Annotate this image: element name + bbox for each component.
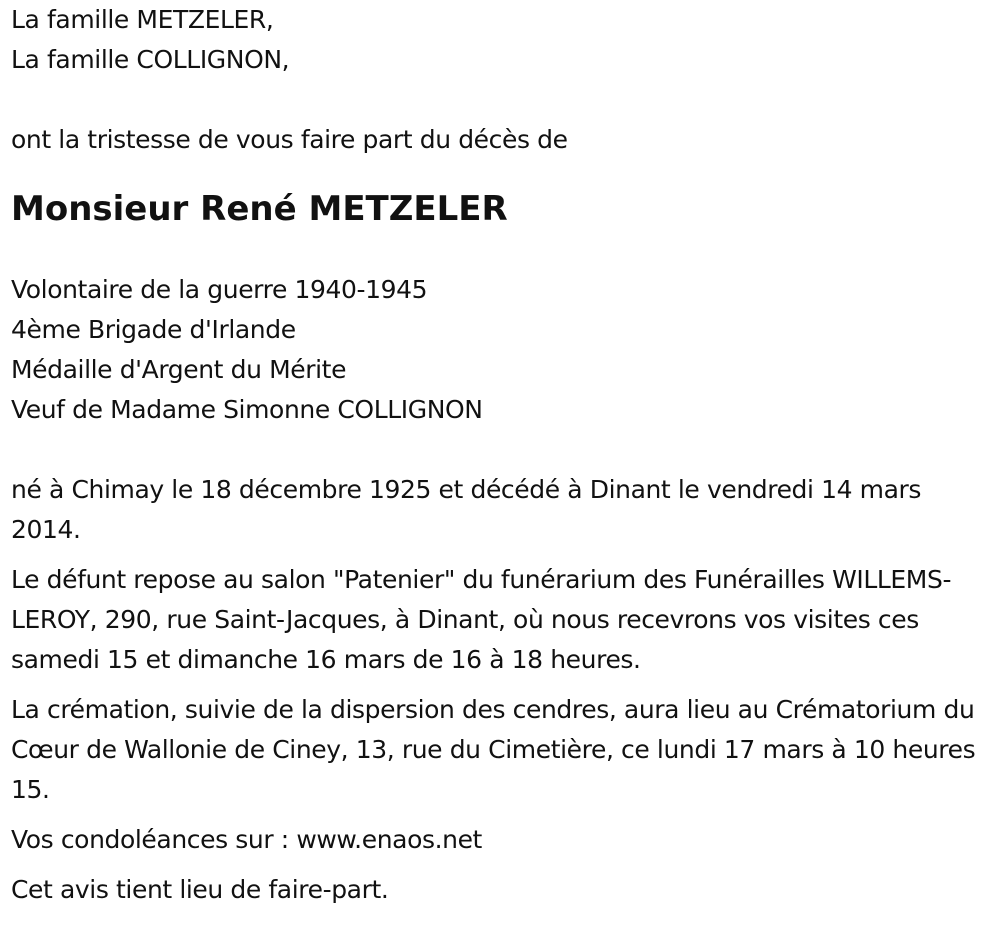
family-line-1: La famille METZELER,: [11, 5, 274, 34]
death-notice: [11, 0, 996, 920]
visitation-paragraph: Le défunt repose au salon "Patenier" du funérarium des Funérailles WILLEMS-LEROY, 290, rue Saint-Jacques, à Dinant, où nous recevrons vos visites ces samedi 15 et dimanche 16 mars de 16 à 18 heures.: [11, 565, 952, 674]
title-line-2: 4ème Brigade d'Irlande: [11, 315, 296, 344]
title-line-3: Médaille d'Argent du Mérite: [11, 355, 347, 384]
intro-text: ont la tristesse de vous faire part du décès de: [11, 125, 568, 154]
condolences-paragraph: Vos condoléances sur : www.enaos.net: [11, 825, 482, 854]
spacer: [11, 160, 996, 180]
title-line-1: Volontaire de la guerre 1940-1945: [11, 275, 428, 304]
family-line-2: La famille COLLIGNON,: [11, 45, 290, 74]
deceased-name: Monsieur René METZELER: [11, 189, 508, 229]
spacer: [11, 80, 996, 120]
birth-death-paragraph: né à Chimay le 18 décembre 1925 et décédé à Dinant le vendredi 14 mars 2014.: [11, 475, 922, 544]
closing-paragraph: Cet avis tient lieu de faire-part.: [11, 875, 389, 904]
cremation-paragraph: La crémation, suivie de la dispersion des cendres, aura lieu au Crématorium du Cœur de Wallonie de Ciney, 13, rue du Cimetière, ce lundi 17 mars à 10 heures 15.: [11, 695, 976, 804]
spacer: [11, 430, 996, 470]
spacer: [11, 234, 996, 270]
title-line-4: Veuf de Madame Simonne COLLIGNON: [11, 395, 483, 424]
